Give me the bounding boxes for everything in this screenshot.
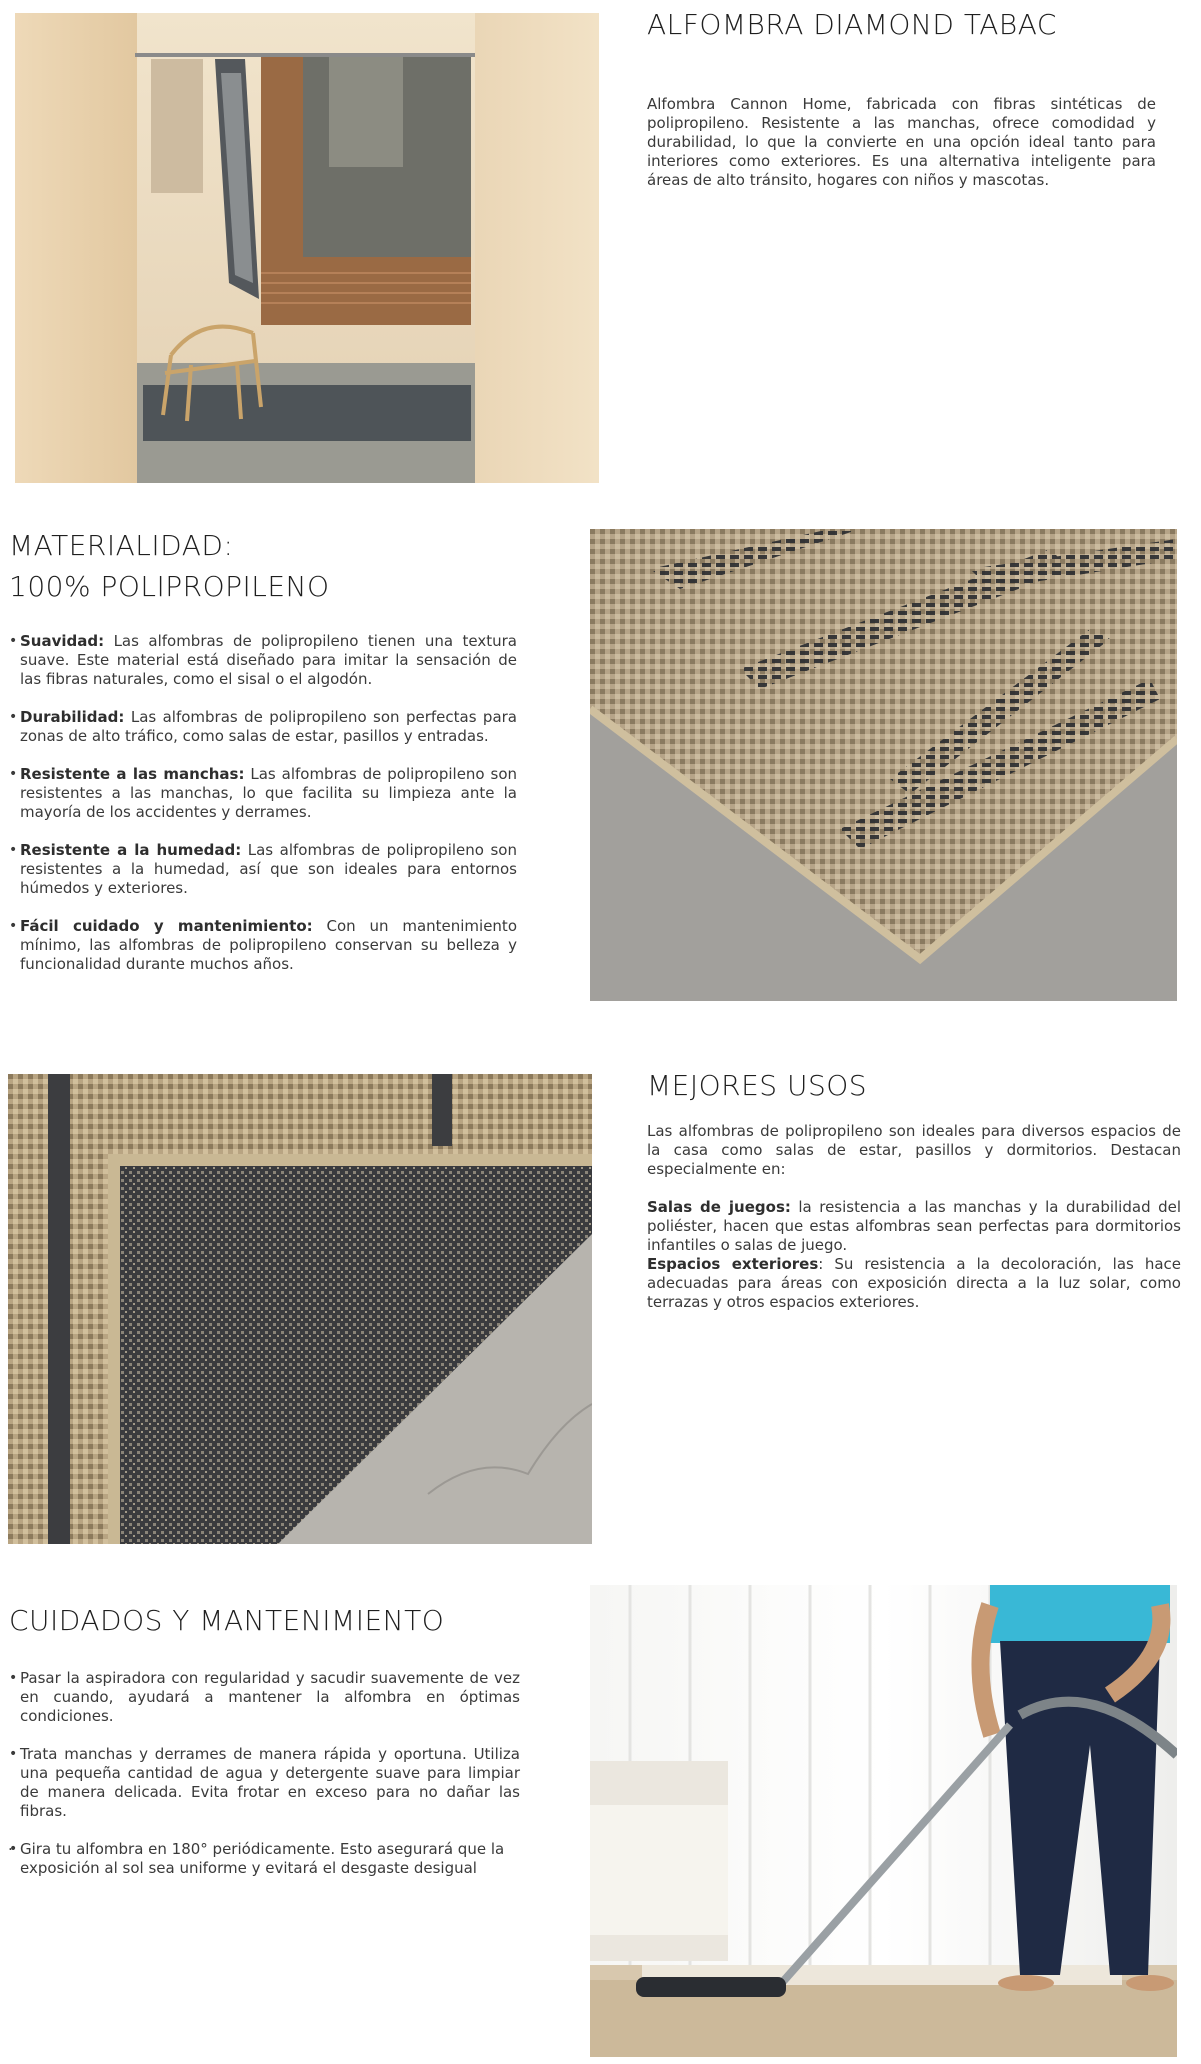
usos-item-salas: Salas de juegos: la resistencia a las manchas y la durabilidad del poliéster, hacen que estas alfombras sean perfectas para dormitorios infantiles o salas de juego. bbox=[647, 1198, 1181, 1254]
usos-title: MEJORES USOS bbox=[647, 1069, 868, 1102]
list-item: • Pasar la aspiradora con regularidad y sacudir suavemente de vez en cuando, ayudará a mantener la alfombra en óptimas condiciones. bbox=[20, 1669, 520, 1726]
list-item: • Resistente a las manchas: Las alfombras de polipropileno son resistentes a las manchas, lo que facilita su limpieza ante la mayoría de los accidentes y derrames. bbox=[20, 765, 517, 822]
list-item: • Trata manchas y derrames de manera rápida y oportuna. Utiliza una pequeña cantidad de agua y detergente suave para limpiar de manera delicada. Evita frotar en exceso para no dañar las fibras. bbox=[20, 1745, 520, 1821]
rug-corner-photo bbox=[590, 529, 1177, 1001]
rug-folded-corner-photo bbox=[8, 1074, 592, 1544]
list-item: • Suavidad: Las alfombras de polipropileno tienen una textura suave. Este material está diseñado para imitar la sensación de las fibras naturales, como el sisal o el algodón. bbox=[20, 632, 517, 689]
list-item: • Gira tu alfombra en 180° periódicamente. Esto asegurará que la exposición al sol sea uniforme y evitará el desgaste desigual bbox=[20, 1840, 520, 1878]
cuidados-list bbox=[8, 1669, 520, 1897]
cuidados-title: CUIDADOS Y MANTENIMIENTO bbox=[9, 1604, 445, 1637]
list-item: • Resistente a la humedad: Las alfombras de polipropileno son resistentes a la humedad, así que son ideales para entornos húmedos y exteriores. bbox=[20, 841, 517, 898]
materialidad-title bbox=[9, 525, 330, 607]
materialidad-title-line2: 100% POLIPROPILENO bbox=[9, 570, 330, 603]
room-rugs-photo bbox=[15, 13, 599, 483]
materialidad-list bbox=[8, 632, 517, 993]
list-item: • Durabilidad: Las alfombras de polipropileno son perfectas para zonas de alto tráfico, como salas de estar, pasillos y entradas. bbox=[20, 708, 517, 746]
usos-intro: Las alfombras de polipropileno son ideales para diversos espacios de la casa como salas de estar, pasillos y dormitorios. Destacan especialmente en: bbox=[647, 1122, 1181, 1178]
cuidados-trailing-mark: . bbox=[8, 1836, 13, 1854]
vacuum-photo bbox=[590, 1585, 1177, 2057]
materialidad-title-line1: MATERIALIDAD: bbox=[9, 529, 234, 562]
usos-item-exteriores: Espacios exteriores: Su resistencia a la decoloración, las hace adecuadas para áreas con exposición directa a la luz solar, como terrazas y otros espacios exteriores. bbox=[647, 1255, 1181, 1311]
list-item: • Fácil cuidado y mantenimiento: Con un mantenimiento mínimo, las alfombras de polipropileno conservan su belleza y funcionalidad durante muchos años. bbox=[20, 917, 517, 974]
intro-description: Alfombra Cannon Home, fabricada con fibras sintéticas de polipropileno. Resistente a las manchas, ofrece comodidad y durabilidad, lo que la convierte en una opción ideal tanto para interiores como exteriores. Es una alternativa inteligente para áreas de alto tránsito, hogares con niños y mascotas. bbox=[647, 95, 1156, 189]
intro-title: ALFOMBRA DIAMOND TABAC bbox=[647, 8, 1057, 41]
